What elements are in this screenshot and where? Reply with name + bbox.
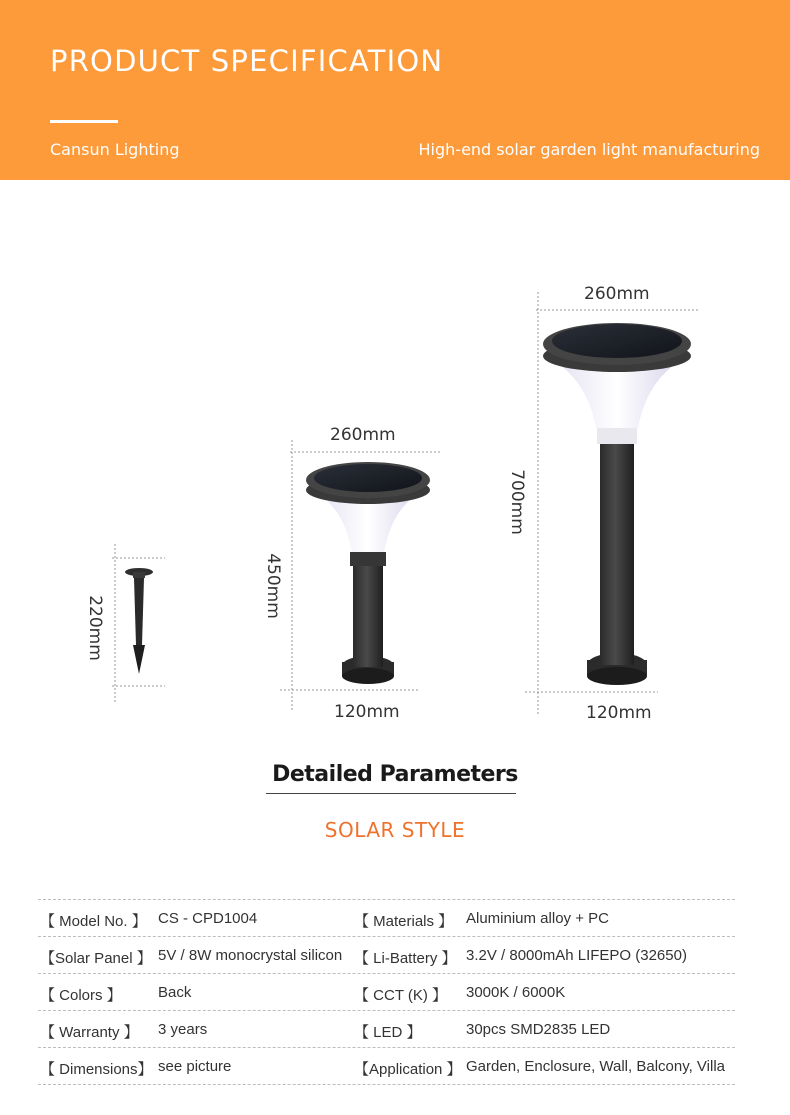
short-height-label: 450mm xyxy=(262,553,283,619)
param-label: 【 Dimensions】 xyxy=(40,1061,153,1078)
section-heading: Detailed Parameters xyxy=(272,762,518,787)
param-value: Back xyxy=(158,984,192,1001)
table-row xyxy=(38,899,735,936)
param-value: 3 years xyxy=(158,1021,208,1038)
param-label: 【 Li-Battery 】 xyxy=(354,950,457,967)
param-value: Aluminium alloy + PC xyxy=(466,910,609,927)
param-label: 【 LED 】 xyxy=(354,1024,422,1041)
short-top-width-label: 260mm xyxy=(330,425,396,445)
spike-height-label: 220mm xyxy=(84,595,105,661)
short-base-width-label: 120mm xyxy=(334,702,400,722)
param-value: see picture xyxy=(158,1058,232,1075)
param-value: 30pcs SMD2835 LED xyxy=(466,1021,611,1038)
brand-name: Cansun Lighting xyxy=(50,140,180,159)
param-value: CS - CPD1004 xyxy=(158,910,258,927)
param-label: 【 Model No. 】 xyxy=(40,913,147,930)
table-row xyxy=(38,973,735,1010)
parameters-table xyxy=(38,899,735,1085)
param-label: 【Application 】 xyxy=(354,1061,462,1078)
tagline: High-end solar garden light manufacturing xyxy=(418,140,760,159)
tall-top-width-label: 260mm xyxy=(584,284,650,304)
param-value: 3000K / 6000K xyxy=(466,984,566,1001)
style-label: SOLAR STYLE xyxy=(324,818,466,842)
tall-lamp xyxy=(525,292,700,714)
param-value: 5V / 8W monocrystal silicon xyxy=(158,947,343,964)
short-lamp xyxy=(280,440,440,712)
param-value: Garden, Enclosure, Wall, Balcony, Villa xyxy=(466,1058,726,1075)
param-label: 【 Colors 】 xyxy=(40,987,122,1004)
table-row xyxy=(38,936,735,973)
param-label: 【 Warranty 】 xyxy=(40,1024,139,1041)
tall-height-label: 700mm xyxy=(506,469,527,535)
tall-base-width-label: 120mm xyxy=(586,703,652,723)
table-row xyxy=(38,1010,735,1047)
param-value: 3.2V / 8000mAh LIFEPO (32650) xyxy=(466,947,687,964)
section-underline xyxy=(266,793,516,794)
param-label: 【 CCT (K) 】 xyxy=(354,987,448,1004)
ground-spike xyxy=(112,544,165,702)
table-row xyxy=(38,1047,735,1085)
page-title: PRODUCT SPECIFICATION xyxy=(50,44,444,78)
param-label: 【 Materials 】 xyxy=(354,913,454,930)
param-label: 【Solar Panel 】 xyxy=(40,950,152,967)
